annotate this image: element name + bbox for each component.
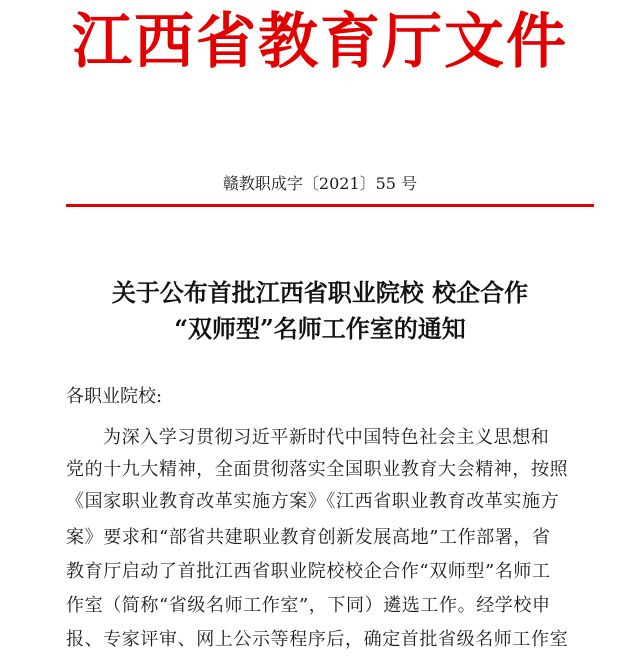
- red-divider-line: [66, 204, 594, 207]
- body-text-line: 报、专家评审、网上公示等程序后，确定首批省级名师工作室: [66, 629, 569, 650]
- body-text-line: 为深入学习贯彻习近平新时代中国特色社会主义思想和: [103, 427, 550, 448]
- body-text-line: 作室（简称“省级名师工作室”，下同）遴选工作。经学校申: [66, 595, 551, 616]
- document-title-line-1: 关于公布首批江西省职业院校 校企合作: [111, 278, 529, 307]
- body-text-line: 《国家职业教育改革实施方案》《江西省职业教育改革实施方: [66, 491, 560, 512]
- document-title-line-2: “双师型”名师工作室的通知: [174, 314, 466, 343]
- document-number: 赣教职成字〔2021〕55 号: [222, 174, 418, 193]
- body-text-line: 教育厅启动了首批江西省职业院校校企合作“双师型”名师工: [66, 561, 551, 582]
- salutation: 各职业院校:: [66, 386, 163, 407]
- document-masthead: 江西省教育厅文件: [72, 7, 568, 77]
- body-text-line: 案》要求和“部省共建职业教育创新发展高地”工作部署，省: [66, 527, 551, 548]
- body-text-line: 党的十九大精神，全面贯彻落实全国职业教育大会精神，按照: [66, 459, 569, 480]
